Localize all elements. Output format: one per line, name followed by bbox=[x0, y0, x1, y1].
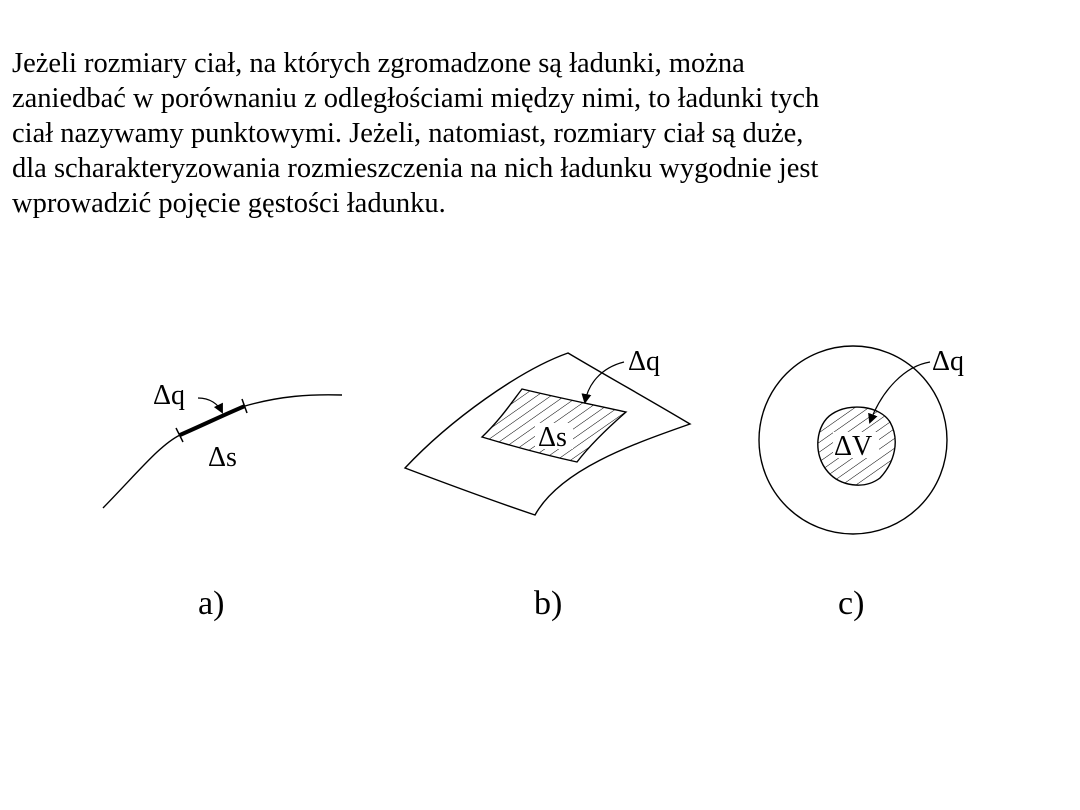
paragraph-line: Jeżeli rozmiary ciał, na których zgromadzone są ładunki, można bbox=[12, 48, 745, 79]
paragraph-line: wprowadzić pojęcie gęstości ładunku. bbox=[12, 188, 446, 219]
figure-b-surface-charge bbox=[405, 346, 690, 622]
charge-arrow bbox=[198, 398, 222, 412]
element-label-a: Δs bbox=[208, 442, 237, 473]
caption-c: c) bbox=[838, 585, 865, 622]
charge-label-a: Δq bbox=[153, 380, 186, 411]
charge-label-b: Δq bbox=[628, 346, 661, 377]
charge-label-c: Δq bbox=[932, 346, 965, 377]
caption-b: b) bbox=[534, 585, 563, 622]
paragraph-line: dla scharakteryzowania rozmieszczenia na nich ładunku wygodnie jest bbox=[12, 153, 819, 184]
element-label-b: Δs bbox=[538, 422, 567, 453]
figure-a-line-charge bbox=[103, 380, 342, 622]
figure-c-volume-charge bbox=[759, 346, 964, 622]
line-element-segment bbox=[180, 406, 245, 435]
caption-a: a) bbox=[198, 585, 225, 622]
paragraph-line: zaniedbać w porównaniu z odległościami między nimi, to ładunki tych bbox=[12, 83, 820, 114]
paragraph-line: ciał nazywamy punktowymi. Jeżeli, natomiast, rozmiary ciał są duże, bbox=[12, 118, 804, 149]
element-label-c: ΔV bbox=[834, 431, 873, 462]
